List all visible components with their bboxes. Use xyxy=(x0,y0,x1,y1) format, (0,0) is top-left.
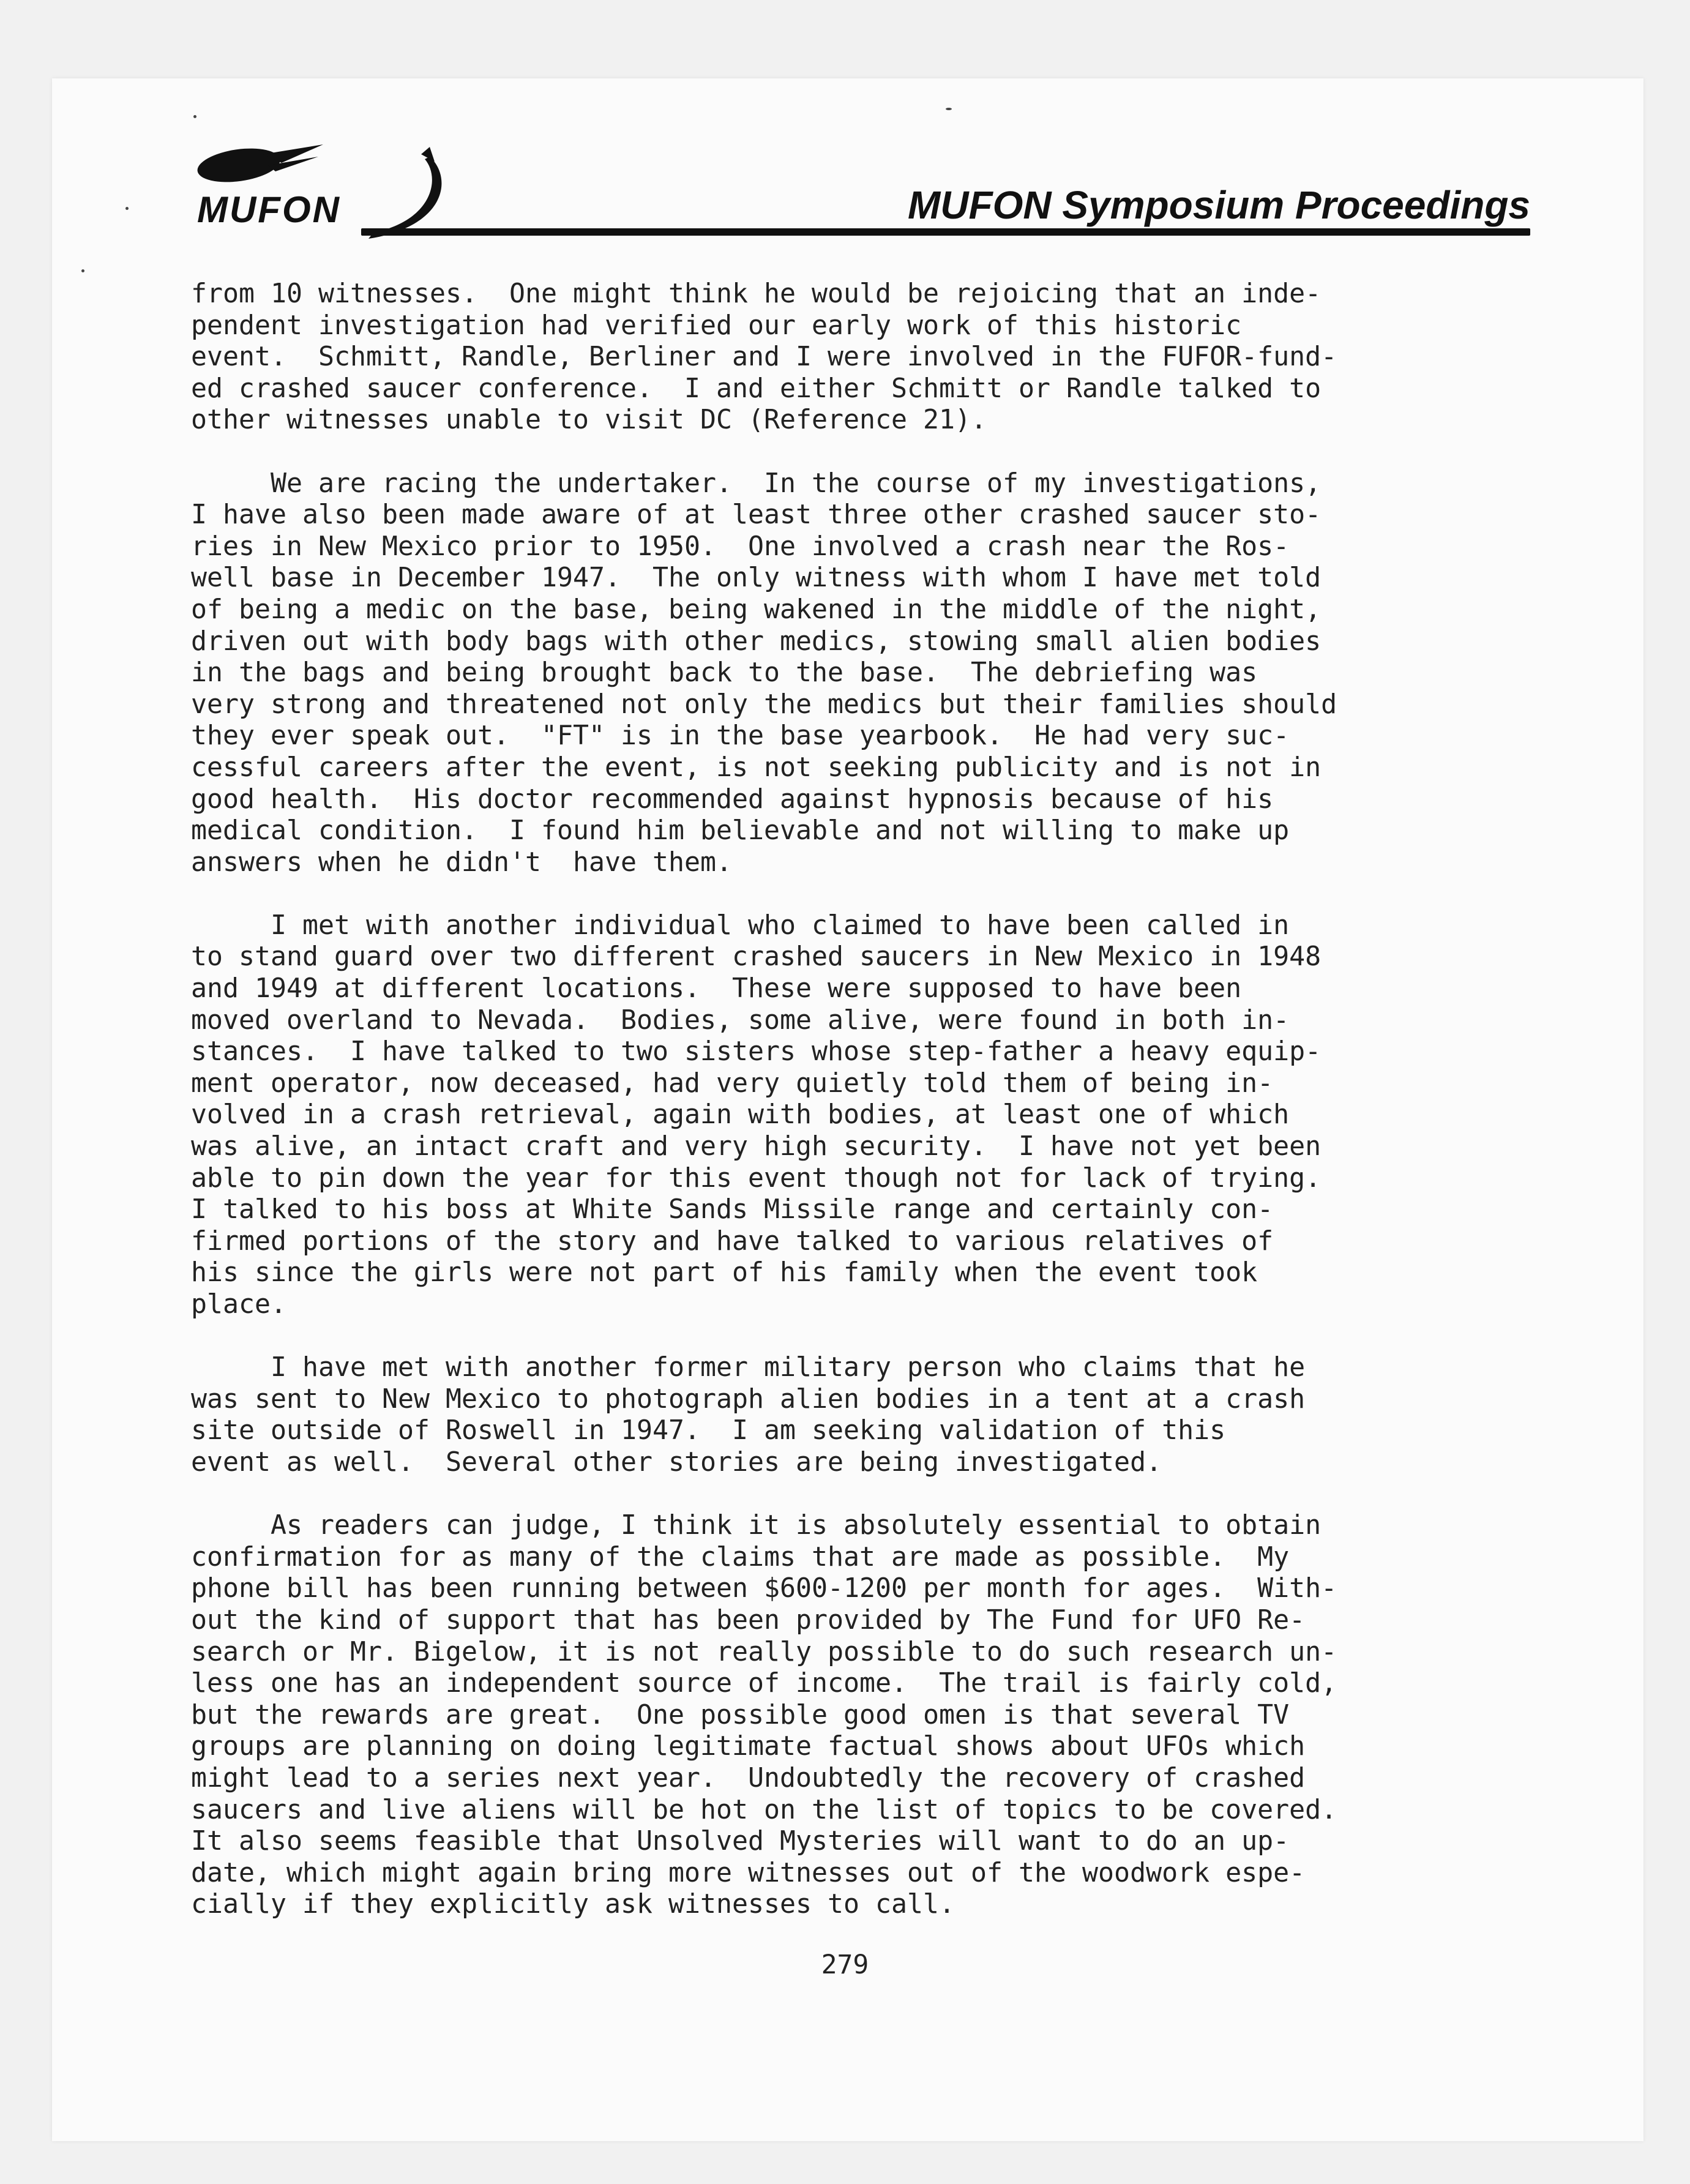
text-line: saucers and live aliens will be hot on the list of topics to be covered. xyxy=(191,1794,1337,1825)
text-line: I met with another individual who claimed to have been called in xyxy=(191,910,1290,941)
text-line: It also seems feasible that Unsolved Mysteries will want to do an up- xyxy=(191,1826,1290,1857)
scan-speck xyxy=(81,269,84,272)
text-line: less one has an independent source of income. The trail is fairly cold, xyxy=(191,1668,1337,1699)
header-title: MUFON Symposium Proceedings xyxy=(907,183,1530,227)
text-line: pendent investigation had verified our early work of this historic xyxy=(191,310,1242,341)
paragraph xyxy=(191,1352,1556,1478)
text-line: very strong and threatened not only the medics but their families should xyxy=(191,689,1337,720)
text-line: and 1949 at different locations. These were supposed to have been xyxy=(191,973,1242,1004)
text-line: I have met with another former military person who claims that he xyxy=(191,1352,1306,1383)
scan-speck xyxy=(125,207,129,210)
text-line: well base in December 1947. The only witness with whom I have met told xyxy=(191,563,1322,594)
text-line: out the kind of support that has been provided by The Fund for UFO Re- xyxy=(191,1604,1306,1636)
text-line: to stand guard over two different crashed saucers in New Mexico in 1948 xyxy=(191,941,1322,973)
text-line: confirmation for as many of the claims that are made as possible. My xyxy=(191,1541,1290,1573)
text-line: groups are planning on doing legitimate factual shows about UFOs which xyxy=(191,1731,1306,1762)
text-line: cessful careers after the event, is not seeking publicity and is not in xyxy=(191,752,1322,783)
paragraph xyxy=(191,279,1556,436)
page-number: 279 xyxy=(821,1950,869,1980)
text-line: good health. His doctor recommended against hypnosis because of his xyxy=(191,783,1274,815)
text-line: medical condition. I found him believable and not willing to make up xyxy=(191,815,1290,847)
text-line: of being a medic on the base, being wakened in the middle of the night, xyxy=(191,594,1322,625)
text-line: able to pin down the year for this event though not for lack of trying. xyxy=(191,1162,1322,1194)
text-line: date, which might again bring more witnesses out of the woodwork espe- xyxy=(191,1857,1306,1888)
text-line: was alive, an intact craft and very high security. I have not yet been xyxy=(191,1131,1322,1162)
logo-text: MUFON xyxy=(197,189,341,230)
text-line: in the bags and being brought back to the base. The debriefing was xyxy=(191,657,1258,689)
text-line: driven out with body bags with other medics, stowing small alien bodies xyxy=(191,626,1322,657)
text-line: they ever speak out. "FT" is in the base yearbook. He had very suc- xyxy=(191,720,1290,752)
text-line: answers when he didn't have them. xyxy=(191,847,733,878)
text-line: ed crashed saucer conference. I and either Schmitt or Randle talked to xyxy=(191,373,1322,404)
text-line: other witnesses unable to visit DC (Reference 21). xyxy=(191,405,987,436)
text-line: As readers can judge, I think it is absolutely essential to obtain xyxy=(191,1510,1322,1541)
text-line: event. Schmitt, Randle, Berliner and I were involved in the FUFOR-fund- xyxy=(191,342,1337,373)
text-line: event as well. Several other stories are being investigated. xyxy=(191,1446,1162,1478)
text-line: ries in New Mexico prior to 1950. One involved a crash near the Ros- xyxy=(191,531,1290,562)
text-line: stances. I have talked to two sisters whose step-father a heavy equip- xyxy=(191,1036,1322,1068)
paragraph xyxy=(191,910,1556,1321)
body-text xyxy=(191,279,1556,1921)
text-line: firmed portions of the story and have talked to various relatives of xyxy=(191,1225,1274,1257)
text-line: cially if they explicitly ask witnesses to call. xyxy=(191,1889,955,1920)
text-line: moved overland to Nevada. Bodies, some alive, were found in both in- xyxy=(191,1004,1290,1036)
text-line: from 10 witnesses. One might think he would be rejoicing that an inde- xyxy=(191,279,1322,309)
text-line: phone bill has been running between $600-1200 per month for ages. With- xyxy=(191,1573,1337,1604)
text-line: place. xyxy=(191,1289,287,1320)
text-line: I talked to his boss at White Sands Missile range and certainly con- xyxy=(191,1194,1274,1225)
text-line: his since the girls were not part of his family when the event took xyxy=(191,1257,1258,1288)
paragraph xyxy=(191,1510,1556,1921)
scan-speck xyxy=(946,108,952,110)
header-rule xyxy=(361,228,1530,236)
text-line: I have also been made aware of at least three other crashed saucer sto- xyxy=(191,499,1322,531)
text-line: volved in a crash retrieval, again with bodies, at least one of which xyxy=(191,1099,1290,1131)
page-header xyxy=(190,141,1530,251)
scan-speck xyxy=(193,115,196,118)
text-line: We are racing the undertaker. In the course of my investigations, xyxy=(191,468,1322,499)
text-line: was sent to New Mexico to photograph alien bodies in a tent at a crash xyxy=(191,1383,1306,1415)
text-line: but the rewards are great. One possible good omen is that several TV xyxy=(191,1699,1290,1730)
text-line: ment operator, now deceased, had very quietly told them of being in- xyxy=(191,1068,1274,1099)
text-line: site outside of Roswell in 1947. I am seeking validation of this xyxy=(191,1415,1226,1446)
text-line: might lead to a series next year. Undoubtedly the recovery of crashed xyxy=(191,1762,1306,1793)
paragraph xyxy=(191,468,1556,879)
text-line: search or Mr. Bigelow, it is not really possible to do such research un- xyxy=(191,1636,1337,1667)
